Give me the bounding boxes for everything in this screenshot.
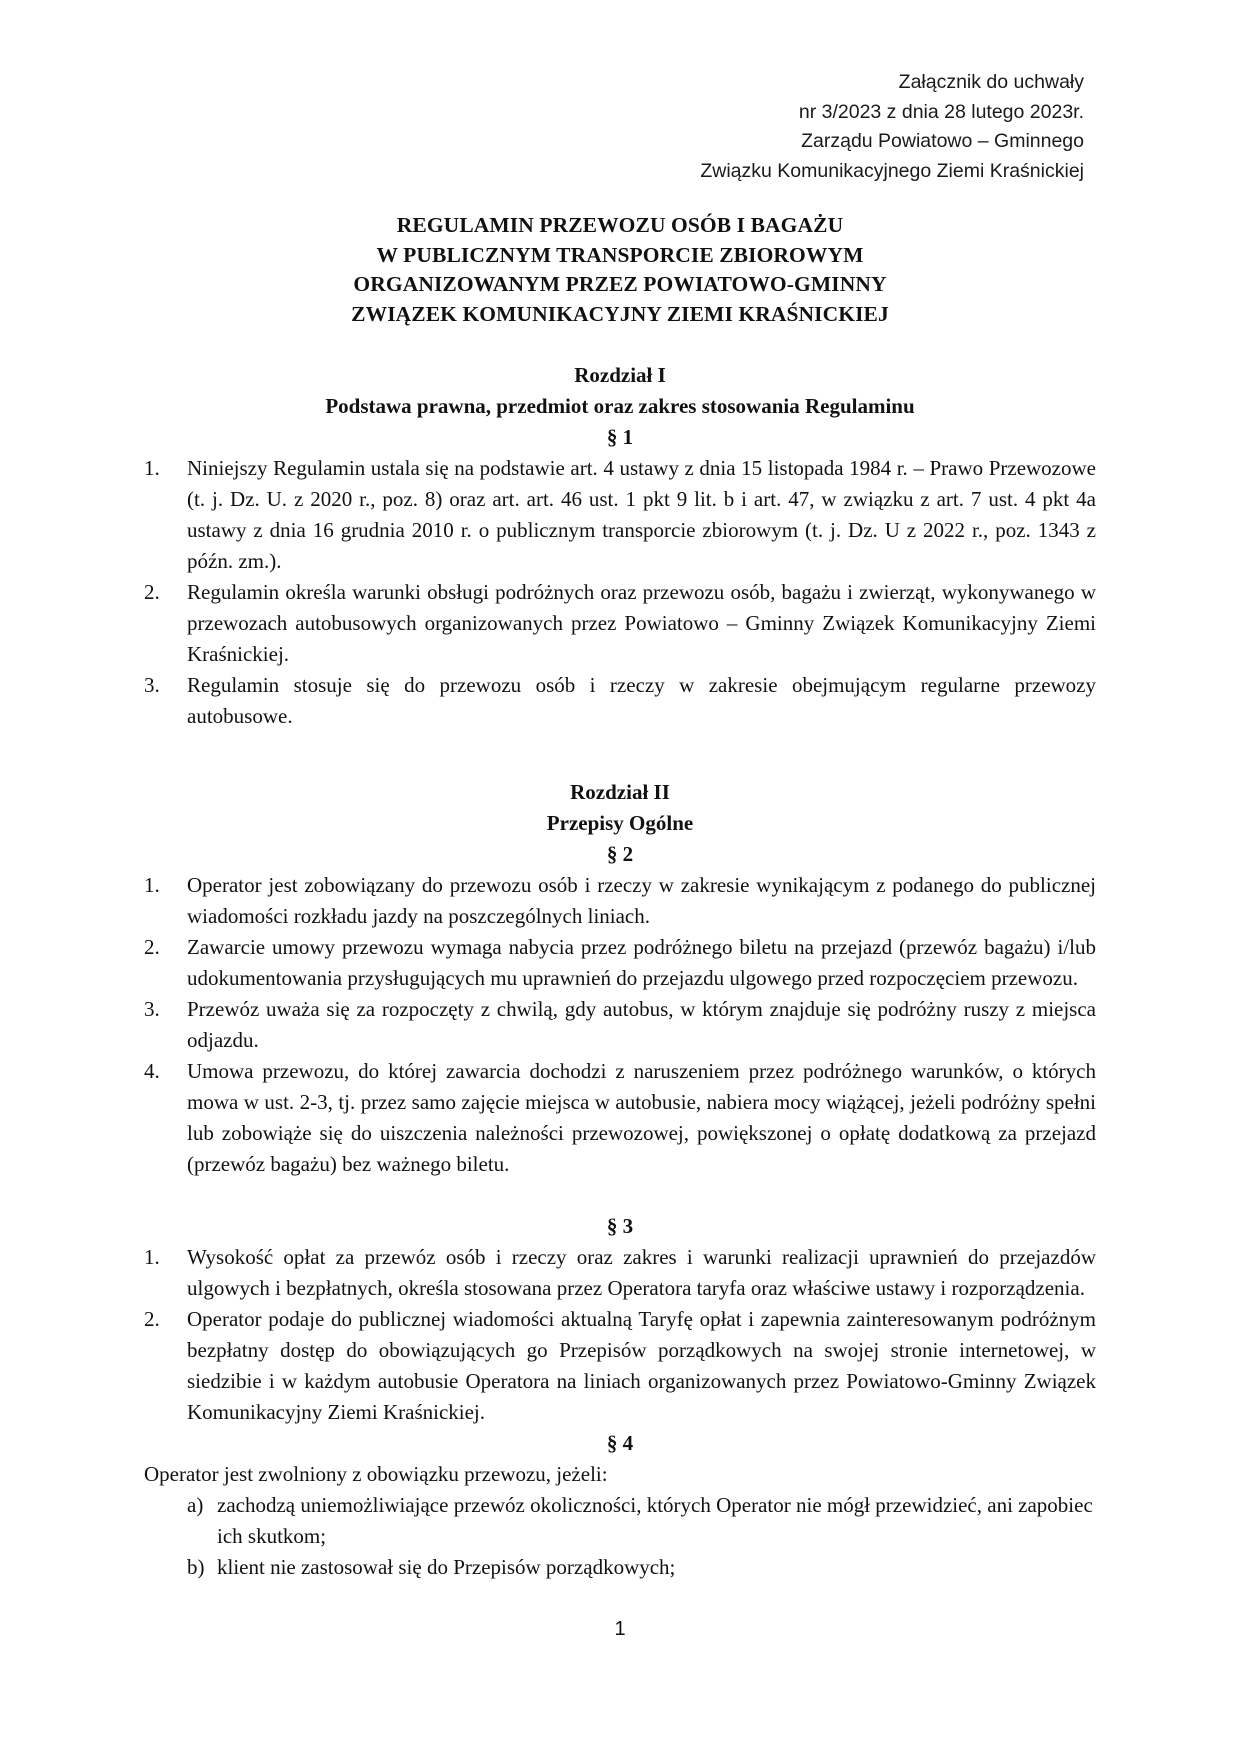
chapter-subheading: Podstawa prawna, przedmiot oraz zakres stosowania Regulaminu [325, 394, 915, 418]
document-title [0, 211, 1240, 329]
item-number: 2. [144, 1307, 160, 1331]
document-body [144, 360, 1096, 1583]
list-item [144, 1056, 1096, 1180]
title-line: ZWIĄZEK KOMUNIKACYJNY ZIEMI KRAŚNICKIEJ [351, 301, 889, 326]
header-line: Załącznik do uchwały [898, 71, 1084, 93]
list-item [144, 1304, 1096, 1428]
section-intro: Operator jest zwolniony z obowiązku przewozu, jeżeli: [144, 1462, 608, 1486]
list-item [144, 577, 1096, 670]
item-number: 3. [144, 997, 160, 1021]
item-text: zachodzą uniemożliwiające przewóz okoliczności, których Operator nie mógł przewidzieć, ani zapobiec ich skutkom; [217, 1493, 1093, 1548]
item-text: Zawarcie umowy przewozu wymaga nabycia przez podróżnego biletu na przejazd (przewóz bagażu) i/lub udokumentowania przysługujących mu uprawnień do przejazdu ulgowego przed rozpoczęciem przewozu. [187, 935, 1096, 990]
section-mark: § 1 [606, 425, 634, 449]
item-number: 4. [144, 1059, 160, 1083]
chapter-subheading: Przepisy Ogólne [546, 811, 694, 835]
item-number: 1. [144, 1245, 160, 1269]
item-text: Operator jest zobowiązany do przewozu osób i rzeczy w zakresie wynikającym z podanego do publicznej wiadomości rozkładu jazdy na poszczególnych liniach. [187, 873, 1096, 928]
chapter-heading: Rozdział I [574, 363, 666, 387]
header-line: Związku Komunikacyjnego Ziemi Kraśnickiej [700, 159, 1084, 182]
chapter-heading: Rozdział II [570, 780, 670, 804]
item-number: 2. [144, 580, 160, 604]
attachment-header [700, 68, 1084, 186]
section-mark: § 2 [606, 842, 634, 866]
item-text: Wysokość opłat za przewóz osób i rzeczy oraz zakres i warunki realizacji uprawnień do przejazdów ulgowych i bezpłatnych, określa stosowana przez Operatora taryfa oraz właściwe ustawy i rozporządzenia. [187, 1245, 1096, 1300]
item-text: Operator podaje do publicznej wiadomości aktualną Taryfę opłat i zapewnia zainteresowanym podróżnym bezpłatny dostęp do obowiązujących go Przepisów porządkowych na swojej stronie internetowej, w siedzibie i w każdym autobusie Operatora na liniach organizowanych przez Powiatowo-Gminny Związek Komunikacyjny Ziemi Kraśnickiej. [187, 1307, 1096, 1424]
item-text: Regulamin określa warunki obsługi podróżnych oraz przewozu osób, bagażu i zwierząt, wykonywanego w przewozach autobusowych organizowanych przez Powiatowo – Gminny Związek Komunikacyjny Ziemi Kraśnickiej. [187, 580, 1096, 666]
section-mark: § 4 [606, 1431, 634, 1455]
item-text: Niniejszy Regulamin ustala się na podstawie art. 4 ustawy z dnia 15 listopada 1984 r. – Prawo Przewozowe (t. j. Dz. U. z 2020 r., poz. 8) oraz art. art. 46 ust. 1 pkt 9 lit. b i art. 47, w związku z art. 7 ust. 4 pkt 4a ustawy z dnia 16 grudnia 2010 r. o publicznym transporcie zbiorowym (t. j. Dz. U z 2022 r., poz. 1343 z późn. zm.). [187, 456, 1096, 573]
item-number: 2. [144, 935, 160, 959]
title-line: W PUBLICZNYM TRANSPORCIE ZBIOROWYM [376, 242, 864, 267]
list-item [144, 453, 1096, 577]
item-number: 1. [144, 456, 160, 480]
title-line: ORGANIZOWANYM PRZEZ POWIATOWO-GMINNY [353, 272, 887, 296]
title-line: REGULAMIN PRZEWOZU OSÓB I BAGAŻU [396, 213, 844, 237]
section-mark: § 3 [606, 1214, 634, 1238]
item-text: klient nie zastosował się do Przepisów porządkowych; [217, 1555, 676, 1579]
item-number: 3. [144, 673, 160, 697]
list-item [144, 1552, 1096, 1583]
list-item [144, 670, 1096, 732]
item-number: 1. [144, 873, 160, 897]
item-letter: a) [187, 1493, 204, 1517]
list-item [144, 994, 1096, 1056]
header-line: Zarządu Powiatowo – Gminnego [801, 130, 1084, 152]
list-item [144, 870, 1096, 932]
list-item [144, 1242, 1096, 1304]
item-text: Przewóz uważa się za rozpoczęty z chwilą, gdy autobus, w którym znajduje się podróżny ruszy z miejsca odjazdu. [187, 997, 1096, 1052]
page-number: 1 [614, 1618, 626, 1640]
list-item [144, 932, 1096, 994]
item-text: Umowa przewozu, do której zawarcia dochodzi z naruszeniem przez podróżnego warunków, o których mowa w ust. 2-3, tj. przez samo zajęcie miejsca w autobusie, nabiera mocy wiążącej, jeżeli podróżny spełni lub zobowiąże się do uiszczenia należności przewozowej, powiększonej o opłatę dodatkową za przejazd (przewóz bagażu) bez ważnego biletu. [187, 1059, 1096, 1176]
item-text: Regulamin stosuje się do przewozu osób i rzeczy w zakresie obejmującym regularne przewozy autobusowe. [187, 673, 1096, 728]
header-line: nr 3/2023 z dnia 28 lutego 2023r. [798, 100, 1084, 123]
list-item [144, 1490, 1096, 1552]
item-letter: b) [187, 1555, 205, 1579]
